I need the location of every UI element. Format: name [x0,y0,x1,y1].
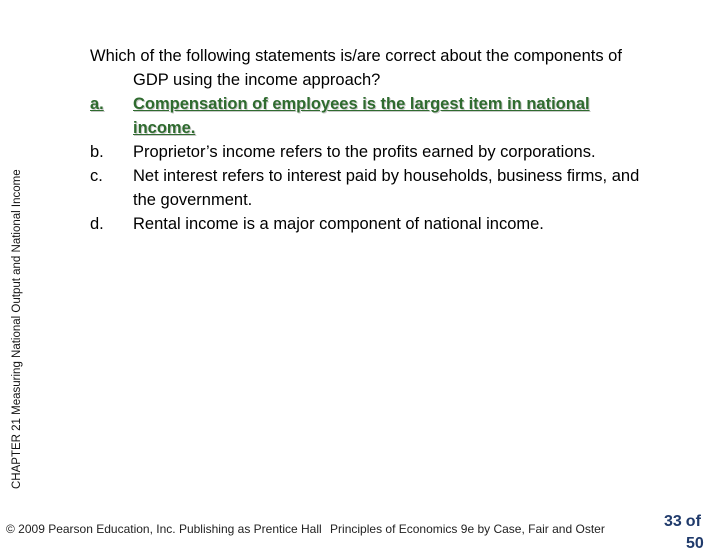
page-number [664,512,704,552]
question-block [90,44,650,236]
footer [6,522,605,536]
option-c [90,164,650,212]
option-a [90,92,650,140]
page-of-label: of [685,513,701,530]
option-text: Net interest refers to interest paid by households, business firms, and the government. [133,167,640,209]
page-total: 50 [686,535,704,552]
option-letter: c. [90,167,103,185]
option-text: Proprietor’s income refers to the profits earned by corporations. [133,143,596,161]
option-b [90,140,650,164]
option-letter: a. [90,95,104,113]
copyright-text: © 2009 Pearson Education, Inc. Publishing as Prentice Hall [6,522,322,536]
option-text: Compensation of employees is the largest item in national income. [133,95,590,137]
chapter-sidebar [0,0,23,540]
chapter-title: Measuring National Output and National Income [11,169,23,415]
page-current: 33 [664,513,682,530]
question-stem: Which of the following statements is/are correct about the components of GDP using the income approach? [90,47,622,89]
book-credit: Principles of Economics 9e by Case, Fair and Oster [330,522,605,536]
answer-options [90,92,650,236]
option-d [90,212,650,236]
option-letter: b. [90,143,104,161]
chapter-number: CHAPTER 21 [11,418,23,489]
option-letter: d. [90,215,104,233]
option-text: Rental income is a major component of national income. [133,215,544,233]
chapter-sidebar-text [10,169,24,489]
